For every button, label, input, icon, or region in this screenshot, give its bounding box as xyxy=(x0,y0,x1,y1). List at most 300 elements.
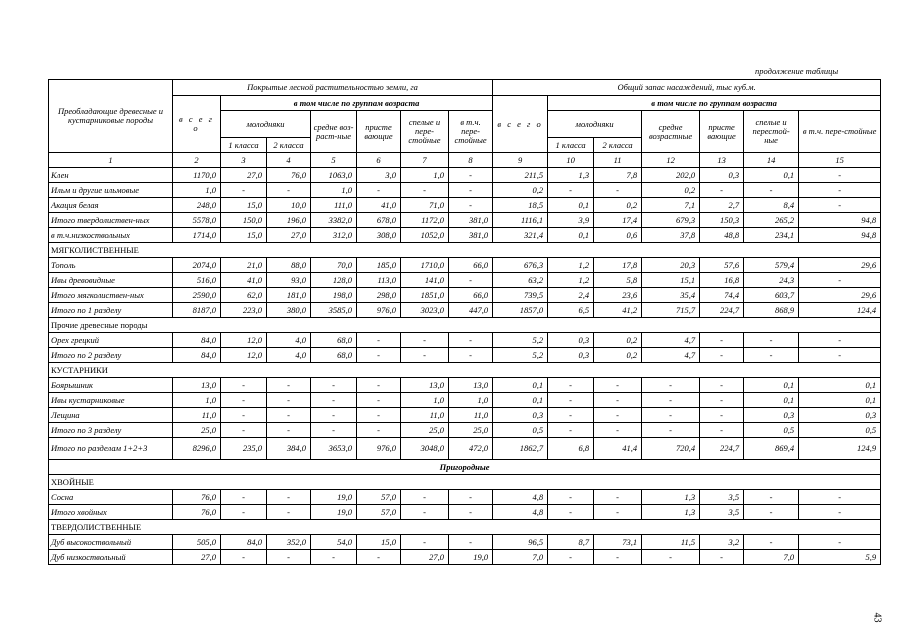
value-cell: - xyxy=(221,550,267,565)
value-cell: 198,0 xyxy=(311,288,357,303)
value-cell: 66,0 xyxy=(449,288,493,303)
value-cell: - xyxy=(799,348,881,363)
value-cell: 13,0 xyxy=(449,378,493,393)
value-cell: 0,1 xyxy=(799,378,881,393)
column-number: 1 xyxy=(49,153,173,168)
value-cell: 11,0 xyxy=(173,408,221,423)
value-cell: 41,4 xyxy=(594,438,642,460)
value-cell: 0,3 xyxy=(493,408,548,423)
table-row xyxy=(49,378,881,393)
value-cell: - xyxy=(700,378,744,393)
value-cell: 248,0 xyxy=(173,198,221,213)
value-cell: 11,0 xyxy=(401,408,449,423)
species-name-cell: в т.ч.низкоствольных xyxy=(49,228,173,243)
value-cell: 603,7 xyxy=(744,288,799,303)
table-row xyxy=(49,393,881,408)
value-cell: 71,0 xyxy=(401,198,449,213)
value-cell: 3382,0 xyxy=(311,213,357,228)
value-cell: - xyxy=(548,408,594,423)
value-cell: 5,9 xyxy=(799,550,881,565)
value-cell: 869,4 xyxy=(744,438,799,460)
subtitle: Пригородные xyxy=(49,460,881,475)
value-cell: 679,3 xyxy=(642,213,700,228)
value-cell: 3,5 xyxy=(700,505,744,520)
area-overmature-header: в т.ч. пере-стойные xyxy=(449,111,493,153)
value-cell: - xyxy=(267,490,311,505)
value-cell: 0,6 xyxy=(594,228,642,243)
table-row xyxy=(49,258,881,273)
value-cell: - xyxy=(401,348,449,363)
value-cell: 0,2 xyxy=(594,198,642,213)
value-cell: 13,0 xyxy=(401,378,449,393)
value-cell: 3,5 xyxy=(700,490,744,505)
value-cell: - xyxy=(449,505,493,520)
value-cell: 678,0 xyxy=(357,213,401,228)
vol-class1-header: 1 класса xyxy=(548,138,594,153)
table-row xyxy=(49,505,881,520)
value-cell: - xyxy=(449,333,493,348)
value-cell: - xyxy=(700,333,744,348)
value-cell: 96,5 xyxy=(493,535,548,550)
value-cell: 25,0 xyxy=(449,423,493,438)
value-cell: - xyxy=(449,535,493,550)
value-cell: - xyxy=(642,550,700,565)
table-row xyxy=(49,168,881,183)
value-cell: 472,0 xyxy=(449,438,493,460)
value-cell: 19,0 xyxy=(449,550,493,565)
value-cell: 37,8 xyxy=(642,228,700,243)
value-cell: 505,0 xyxy=(173,535,221,550)
value-cell: 0,3 xyxy=(744,408,799,423)
table-row xyxy=(49,288,881,303)
species-name-cell: Итого хвойных xyxy=(49,505,173,520)
species-name-cell: Итого по разделам 1+2+3 xyxy=(49,438,173,460)
value-cell: 27,0 xyxy=(401,550,449,565)
value-cell: - xyxy=(357,333,401,348)
column-number: 7 xyxy=(401,153,449,168)
value-cell: 384,0 xyxy=(267,438,311,460)
value-cell: - xyxy=(700,393,744,408)
value-cell: 6,8 xyxy=(548,438,594,460)
value-cell: 0,3 xyxy=(700,168,744,183)
value-cell: 4,8 xyxy=(493,490,548,505)
value-cell: 1063,0 xyxy=(311,168,357,183)
table-row xyxy=(49,213,881,228)
value-cell: - xyxy=(799,505,881,520)
area-middle-header: средне воз-раст-ные xyxy=(311,111,357,153)
value-cell: 0,1 xyxy=(744,393,799,408)
value-cell: 1862,7 xyxy=(493,438,548,460)
vol-class2-header: 2 класса xyxy=(594,138,642,153)
value-cell: 94,8 xyxy=(799,228,881,243)
value-cell: 4,8 xyxy=(493,505,548,520)
column-number: 11 xyxy=(594,153,642,168)
value-cell: 224,7 xyxy=(700,438,744,460)
area-young-header: молодняки xyxy=(221,111,311,138)
value-cell: 4,7 xyxy=(642,348,700,363)
value-cell: - xyxy=(449,183,493,198)
value-cell: 1170,0 xyxy=(173,168,221,183)
value-cell: - xyxy=(548,550,594,565)
column-number: 5 xyxy=(311,153,357,168)
value-cell: 128,0 xyxy=(311,273,357,288)
table-row xyxy=(49,438,881,460)
value-cell: - xyxy=(267,378,311,393)
value-cell: - xyxy=(449,490,493,505)
value-cell: 57,6 xyxy=(700,258,744,273)
area-class1-header: 1 класса xyxy=(221,138,267,153)
value-cell: 17,8 xyxy=(594,258,642,273)
species-name-cell: Сосна xyxy=(49,490,173,505)
species-name-cell: Лещина xyxy=(49,408,173,423)
value-cell: - xyxy=(548,378,594,393)
species-name-cell: Акация белая xyxy=(49,198,173,213)
value-cell: - xyxy=(744,535,799,550)
value-cell: 447,0 xyxy=(449,303,493,318)
section-header-row xyxy=(49,243,881,258)
value-cell: 1,3 xyxy=(642,505,700,520)
value-cell: - xyxy=(799,183,881,198)
value-cell: - xyxy=(642,423,700,438)
value-cell: - xyxy=(401,535,449,550)
vol-overmature-header: в т.ч. пере-стойные xyxy=(799,111,881,153)
value-cell: - xyxy=(311,408,357,423)
value-cell: - xyxy=(700,550,744,565)
value-cell: 23,6 xyxy=(594,288,642,303)
value-cell: - xyxy=(449,348,493,363)
value-cell: - xyxy=(548,490,594,505)
value-cell: 17,4 xyxy=(594,213,642,228)
value-cell: - xyxy=(594,490,642,505)
column-number: 9 xyxy=(493,153,548,168)
value-cell: 25,0 xyxy=(173,423,221,438)
value-cell: 4,0 xyxy=(267,348,311,363)
table-row xyxy=(49,348,881,363)
table-row xyxy=(49,198,881,213)
value-cell: - xyxy=(700,348,744,363)
value-cell: 1,0 xyxy=(173,183,221,198)
value-cell: 63,2 xyxy=(493,273,548,288)
value-cell: 0,1 xyxy=(493,393,548,408)
value-cell: 8187,0 xyxy=(173,303,221,318)
value-cell: 676,3 xyxy=(493,258,548,273)
value-cell: 150,0 xyxy=(221,213,267,228)
value-cell: - xyxy=(221,408,267,423)
value-cell: 265,2 xyxy=(744,213,799,228)
value-cell: 7,1 xyxy=(642,198,700,213)
value-cell: 181,0 xyxy=(267,288,311,303)
value-cell: 7,8 xyxy=(594,168,642,183)
value-cell: - xyxy=(594,408,642,423)
value-cell: 1,0 xyxy=(173,393,221,408)
value-cell: 20,3 xyxy=(642,258,700,273)
column-number: 13 xyxy=(700,153,744,168)
value-cell: 3023,0 xyxy=(401,303,449,318)
value-cell: 0,5 xyxy=(744,423,799,438)
value-cell: 68,0 xyxy=(311,333,357,348)
value-cell: 41,0 xyxy=(357,198,401,213)
column-number: 15 xyxy=(799,153,881,168)
value-cell: 0,3 xyxy=(548,333,594,348)
value-cell: 16,8 xyxy=(700,273,744,288)
value-cell: - xyxy=(267,505,311,520)
value-cell: 10,0 xyxy=(267,198,311,213)
species-name-cell: Дуб высокоствольный xyxy=(49,535,173,550)
value-cell: 7,0 xyxy=(493,550,548,565)
value-cell: - xyxy=(594,550,642,565)
value-cell: 1714,0 xyxy=(173,228,221,243)
value-cell: - xyxy=(221,393,267,408)
value-cell: 5,2 xyxy=(493,333,548,348)
value-cell: - xyxy=(799,273,881,288)
species-name-cell: Дуб низкоствольный xyxy=(49,550,173,565)
species-name-cell: Итого твердолиствен-ных xyxy=(49,213,173,228)
table-row xyxy=(49,273,881,288)
value-cell: 5,2 xyxy=(493,348,548,363)
value-cell: 2074,0 xyxy=(173,258,221,273)
value-cell: 298,0 xyxy=(357,288,401,303)
value-cell: 13,0 xyxy=(173,378,221,393)
value-cell: - xyxy=(221,423,267,438)
value-cell: 3048,0 xyxy=(401,438,449,460)
value-cell: - xyxy=(799,490,881,505)
value-cell: - xyxy=(449,273,493,288)
value-cell: 74,4 xyxy=(700,288,744,303)
value-cell: - xyxy=(700,423,744,438)
value-cell: 196,0 xyxy=(267,213,311,228)
value-cell: 24,3 xyxy=(744,273,799,288)
column-number: 6 xyxy=(357,153,401,168)
column-number: 4 xyxy=(267,153,311,168)
value-cell: 0,1 xyxy=(744,378,799,393)
value-cell: 19,0 xyxy=(311,505,357,520)
value-cell: 88,0 xyxy=(267,258,311,273)
vol-maturing-header: присте вающие xyxy=(700,111,744,153)
species-name-cell: Боярышник xyxy=(49,378,173,393)
value-cell: 0,3 xyxy=(799,408,881,423)
value-cell: - xyxy=(401,333,449,348)
value-cell: 3,2 xyxy=(700,535,744,550)
value-cell: 0,5 xyxy=(493,423,548,438)
species-name-cell: Итого по 2 разделу xyxy=(49,348,173,363)
value-cell: - xyxy=(401,183,449,198)
value-cell: 76,0 xyxy=(173,505,221,520)
value-cell: 381,0 xyxy=(449,228,493,243)
value-cell: 84,0 xyxy=(221,535,267,550)
table-row xyxy=(49,535,881,550)
value-cell: 41,2 xyxy=(594,303,642,318)
value-cell: 1,0 xyxy=(401,393,449,408)
value-cell: 0,5 xyxy=(799,423,881,438)
value-cell: 2,7 xyxy=(700,198,744,213)
value-cell: 124,9 xyxy=(799,438,881,460)
value-cell: 11,0 xyxy=(449,408,493,423)
value-cell: 185,0 xyxy=(357,258,401,273)
subtitle-row xyxy=(49,460,881,475)
value-cell: - xyxy=(642,393,700,408)
value-cell: 1710,0 xyxy=(401,258,449,273)
value-cell: 234,1 xyxy=(744,228,799,243)
table-row xyxy=(49,423,881,438)
value-cell: 113,0 xyxy=(357,273,401,288)
value-cell: - xyxy=(744,490,799,505)
value-cell: 35,4 xyxy=(642,288,700,303)
value-cell: 15,0 xyxy=(221,228,267,243)
value-cell: 1857,0 xyxy=(493,303,548,318)
value-cell: 12,0 xyxy=(221,348,267,363)
value-cell: - xyxy=(700,183,744,198)
value-cell: 27,0 xyxy=(267,228,311,243)
value-cell: - xyxy=(548,183,594,198)
value-cell: - xyxy=(267,550,311,565)
table-row xyxy=(49,228,881,243)
value-cell: 25,0 xyxy=(401,423,449,438)
value-cell: 76,0 xyxy=(267,168,311,183)
value-cell: 3653,0 xyxy=(311,438,357,460)
value-cell: - xyxy=(401,490,449,505)
section-title: ТВЕРДОЛИСТВЕННЫЕ xyxy=(49,520,881,535)
value-cell: 739,5 xyxy=(493,288,548,303)
section-header-row xyxy=(49,520,881,535)
area-mature-header: спелые и пере-стойные xyxy=(401,111,449,153)
value-cell: - xyxy=(311,550,357,565)
value-cell: - xyxy=(799,168,881,183)
section-title: КУСТАРНИКИ xyxy=(49,363,881,378)
volume-group-header: Общий запас насаждений, тыс куб.м. xyxy=(493,80,881,96)
vol-age-header: в том числе по группам возраста xyxy=(548,96,881,111)
value-cell: - xyxy=(594,393,642,408)
section-header-row xyxy=(49,475,881,490)
value-cell: 211,5 xyxy=(493,168,548,183)
value-cell: 27,0 xyxy=(173,550,221,565)
column-number: 12 xyxy=(642,153,700,168)
value-cell: 976,0 xyxy=(357,438,401,460)
table-row xyxy=(49,333,881,348)
section-header-row xyxy=(49,318,881,333)
value-cell: 1,0 xyxy=(401,168,449,183)
value-cell: - xyxy=(267,393,311,408)
value-cell: 1,3 xyxy=(642,490,700,505)
value-cell: - xyxy=(221,490,267,505)
area-maturing-header: присте вающие xyxy=(357,111,401,153)
value-cell: - xyxy=(449,168,493,183)
value-cell: - xyxy=(357,348,401,363)
value-cell: 1052,0 xyxy=(401,228,449,243)
value-cell: 84,0 xyxy=(173,348,221,363)
value-cell: 3585,0 xyxy=(311,303,357,318)
value-cell: - xyxy=(744,333,799,348)
value-cell: - xyxy=(700,408,744,423)
value-cell: 308,0 xyxy=(357,228,401,243)
table-row xyxy=(49,303,881,318)
value-cell: 235,0 xyxy=(221,438,267,460)
value-cell: - xyxy=(311,378,357,393)
species-name-cell: Итого мягколиствен-ных xyxy=(49,288,173,303)
column-number: 3 xyxy=(221,153,267,168)
value-cell: 321,4 xyxy=(493,228,548,243)
value-cell: 19,0 xyxy=(311,490,357,505)
value-cell: 202,0 xyxy=(642,168,700,183)
value-cell: 84,0 xyxy=(173,333,221,348)
value-cell: 715,7 xyxy=(642,303,700,318)
value-cell: 48,8 xyxy=(700,228,744,243)
value-cell: - xyxy=(744,183,799,198)
value-cell: 5578,0 xyxy=(173,213,221,228)
value-cell: 720,4 xyxy=(642,438,700,460)
value-cell: 0,2 xyxy=(642,183,700,198)
species-name-cell: Клен xyxy=(49,168,173,183)
species-name-cell: Итого по 1 разделу xyxy=(49,303,173,318)
value-cell: 8,4 xyxy=(744,198,799,213)
vol-mature-header: спелые и перестой-ные xyxy=(744,111,799,153)
value-cell: 76,0 xyxy=(173,490,221,505)
value-cell: - xyxy=(221,505,267,520)
value-cell: 66,0 xyxy=(449,258,493,273)
species-name-cell: Ильм и другие ильмовые xyxy=(49,183,173,198)
species-name-cell: Ивы кустарниковые xyxy=(49,393,173,408)
section-title: МЯГКОЛИСТВЕННЫЕ xyxy=(49,243,881,258)
value-cell: 27,0 xyxy=(221,168,267,183)
value-cell: 352,0 xyxy=(267,535,311,550)
value-cell: - xyxy=(799,198,881,213)
column-number: 8 xyxy=(449,153,493,168)
species-name-cell: Орех грецкий xyxy=(49,333,173,348)
value-cell: 0,1 xyxy=(548,198,594,213)
value-cell: - xyxy=(642,408,700,423)
value-cell: - xyxy=(267,408,311,423)
value-cell: - xyxy=(357,423,401,438)
value-cell: 516,0 xyxy=(173,273,221,288)
vol-middle-header: средне возрастные xyxy=(642,111,700,153)
page-number: 43 xyxy=(871,612,883,623)
value-cell: 29,6 xyxy=(799,288,881,303)
value-cell: 141,0 xyxy=(401,273,449,288)
area-class2-header: 2 класса xyxy=(267,138,311,153)
value-cell: 4,7 xyxy=(642,333,700,348)
value-cell: 41,0 xyxy=(221,273,267,288)
value-cell: 0,1 xyxy=(744,168,799,183)
value-cell: - xyxy=(267,423,311,438)
value-cell: 8,7 xyxy=(548,535,594,550)
value-cell: - xyxy=(357,550,401,565)
value-cell: 1,0 xyxy=(449,393,493,408)
value-cell: 2,4 xyxy=(548,288,594,303)
value-cell: 0,2 xyxy=(594,348,642,363)
value-cell: 12,0 xyxy=(221,333,267,348)
value-cell: 11,5 xyxy=(642,535,700,550)
value-cell: - xyxy=(594,423,642,438)
value-cell: - xyxy=(594,183,642,198)
section-title: ХВОЙНЫЕ xyxy=(49,475,881,490)
value-cell: - xyxy=(548,505,594,520)
value-cell: 94,8 xyxy=(799,213,881,228)
value-cell: - xyxy=(311,393,357,408)
value-cell: 0,2 xyxy=(594,333,642,348)
value-cell: 0,1 xyxy=(548,228,594,243)
value-cell: - xyxy=(311,423,357,438)
species-name-cell: Тополь xyxy=(49,258,173,273)
value-cell: - xyxy=(401,505,449,520)
value-cell: 1,2 xyxy=(548,258,594,273)
value-cell: 6,5 xyxy=(548,303,594,318)
value-cell: 3,9 xyxy=(548,213,594,228)
value-cell: - xyxy=(267,183,311,198)
value-cell: 15,0 xyxy=(221,198,267,213)
value-cell: 15,0 xyxy=(357,535,401,550)
value-cell: - xyxy=(357,183,401,198)
value-cell: 2590,0 xyxy=(173,288,221,303)
value-cell: - xyxy=(594,505,642,520)
